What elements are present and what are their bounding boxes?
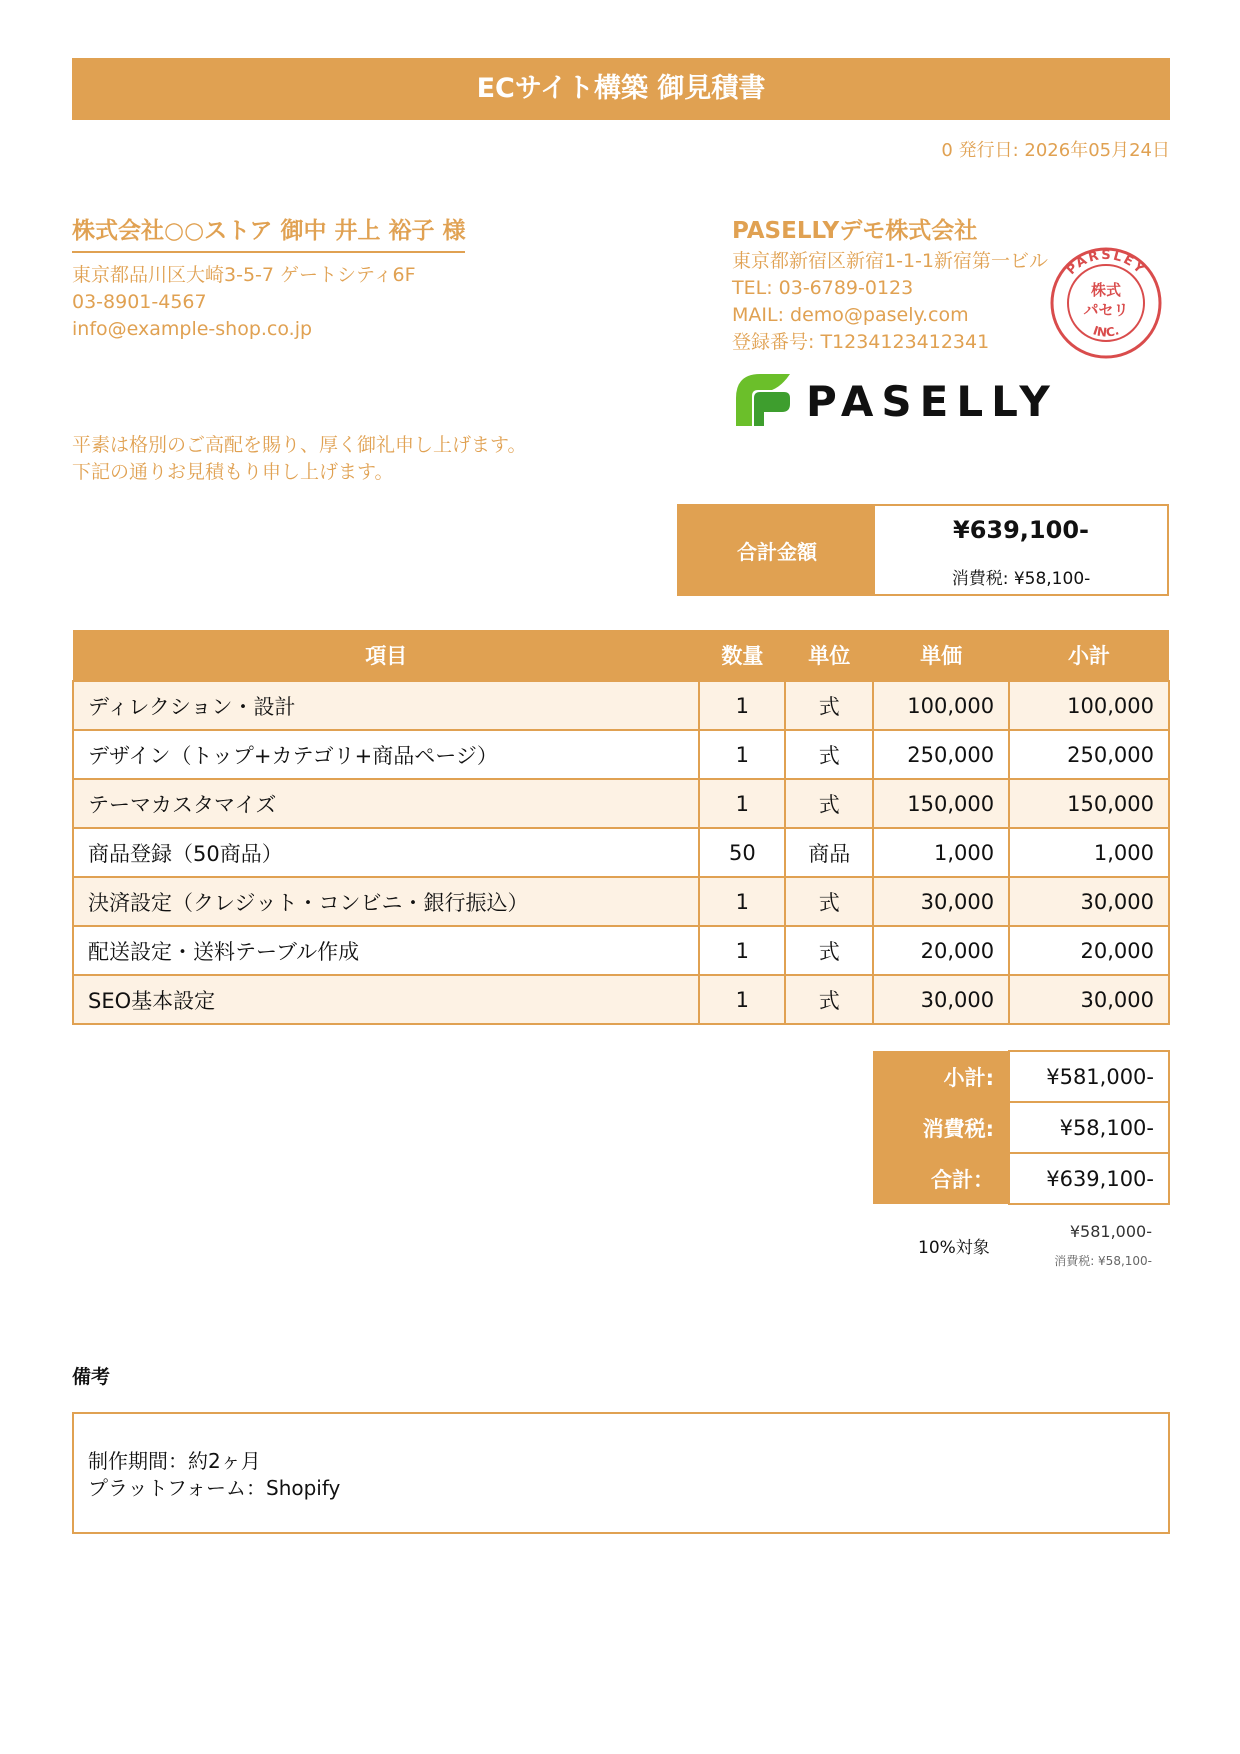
svg-text:PARSLEY: PARSLEY [1063, 247, 1149, 279]
table-row [73, 730, 1169, 779]
greeting [72, 432, 526, 486]
notes-line: プラットフォーム：Shopify [88, 1476, 341, 1500]
summary-subtotal-label: 小計: [873, 1051, 1009, 1102]
column-header-item: 項目 [73, 630, 699, 681]
cell-qty: 1 [699, 779, 785, 828]
company-info [732, 248, 1048, 356]
greeting-line: 下記の通りお見積もり申し上げます。 [72, 461, 394, 483]
svg-text:INC.: INC. [1091, 323, 1121, 340]
tax-rate-label: 10%対象 [918, 1238, 990, 1258]
svg-text:株式: 株式 [1090, 281, 1122, 299]
customer-email: info@example-shop.co.jp [72, 318, 313, 340]
notes-title: 備考 [72, 1366, 111, 1388]
cell-price: 30,000 [873, 877, 1009, 926]
cell-qty: 50 [699, 828, 785, 877]
summary-row-total [873, 1153, 1169, 1204]
paselly-logo [732, 368, 1062, 430]
customer-info [72, 262, 416, 343]
cell-price: 150,000 [873, 779, 1009, 828]
cell-qty: 1 [699, 681, 785, 730]
column-header-subtotal: 小計 [1009, 630, 1169, 681]
company-mail: MAIL: demo@pasely.com [732, 304, 969, 326]
cell-unit: 式 [785, 926, 873, 975]
company-address: 東京都新宿区新宿1-1-1新宿第一ビル [732, 250, 1048, 272]
notes-line: 制作期間：約2ヶ月 [88, 1449, 261, 1473]
cell-qty: 1 [699, 877, 785, 926]
table-header-row [73, 630, 1169, 681]
cell-unit: 式 [785, 730, 873, 779]
summary-total-label: 合計： [873, 1153, 1009, 1204]
cell-subtotal: 100,000 [1009, 681, 1169, 730]
cell-subtotal: 30,000 [1009, 877, 1169, 926]
table-row [73, 975, 1169, 1024]
customer-address: 東京都品川区大崎3-5-7 ゲートシティ6F [72, 264, 416, 286]
cell-subtotal: 1,000 [1009, 828, 1169, 877]
cell-qty: 1 [699, 926, 785, 975]
svg-text:パセリ: パセリ [1083, 301, 1129, 319]
cell-subtotal: 250,000 [1009, 730, 1169, 779]
summary-tax-label: 消費税: [873, 1102, 1009, 1153]
customer-phone: 03-8901-4567 [72, 291, 207, 313]
column-header-price: 単価 [873, 630, 1009, 681]
table-row [73, 828, 1169, 877]
table-row [73, 926, 1169, 975]
cell-unit: 商品 [785, 828, 873, 877]
cell-qty: 1 [699, 975, 785, 1024]
column-header-unit: 単位 [785, 630, 873, 681]
grand-total-box [677, 504, 1169, 596]
cell-price: 250,000 [873, 730, 1009, 779]
cell-item: 決済設定（クレジット・コンビニ・銀行振込） [73, 877, 699, 926]
summary-table [873, 1050, 1170, 1205]
cell-subtotal: 20,000 [1009, 926, 1169, 975]
svg-text:PASELLY: PASELLY [806, 377, 1058, 426]
company-tel: TEL: 03-6789-0123 [732, 277, 914, 299]
notes-box [72, 1412, 1170, 1534]
summary-row-subtotal [873, 1051, 1169, 1102]
cell-item: ディレクション・設計 [73, 681, 699, 730]
cell-item: デザイン（トップ+カテゴリ+商品ページ） [73, 730, 699, 779]
summary-row-tax [873, 1102, 1169, 1153]
table-row [73, 877, 1169, 926]
cell-unit: 式 [785, 877, 873, 926]
taxable-tax-amount: 消費税: ¥58,100- [1054, 1254, 1152, 1268]
cell-price: 20,000 [873, 926, 1009, 975]
taxable-amount: ¥581,000- [1069, 1222, 1152, 1241]
table-row [73, 681, 1169, 730]
column-header-qty: 数量 [699, 630, 785, 681]
summary-subtotal-value: ¥581,000- [1009, 1051, 1169, 1102]
cell-unit: 式 [785, 779, 873, 828]
company-registration: 登録番号: T1234123412341 [732, 331, 990, 353]
grand-total-label: 合計金額 [679, 506, 875, 594]
greeting-line: 平素は格別のご高配を賜り、厚く御礼申し上げます。 [72, 434, 527, 456]
summary-tax-value: ¥58,100- [1009, 1102, 1169, 1153]
company-seal-stamp [1048, 245, 1164, 361]
line-items-table [72, 630, 1170, 1025]
grand-total-tax: 消費税: ¥58,100- [951, 569, 1091, 589]
cell-item: 商品登録（50商品） [73, 828, 699, 877]
cell-unit: 式 [785, 975, 873, 1024]
cell-item: SEO基本設定 [73, 975, 699, 1024]
grand-total-amount: ¥639,100- [953, 516, 1089, 544]
summary-total-value: ¥639,100- [1009, 1153, 1169, 1204]
cell-price: 100,000 [873, 681, 1009, 730]
cell-qty: 1 [699, 730, 785, 779]
document-title: ECサイト構築 御見積書 [72, 58, 1170, 120]
cell-item: テーマカスタマイズ [73, 779, 699, 828]
cell-subtotal: 150,000 [1009, 779, 1169, 828]
issue-date: 0 発行日: 2026年05月24日 [941, 140, 1170, 161]
cell-price: 30,000 [873, 975, 1009, 1024]
cell-price: 1,000 [873, 828, 1009, 877]
table-row [73, 779, 1169, 828]
company-name: PASELLYデモ株式会社 [732, 218, 978, 244]
cell-item: 配送設定・送料テーブル作成 [73, 926, 699, 975]
cell-subtotal: 30,000 [1009, 975, 1169, 1024]
customer-name: 株式会社○○ストア 御中 井上 裕子 様 [72, 212, 465, 253]
cell-unit: 式 [785, 681, 873, 730]
